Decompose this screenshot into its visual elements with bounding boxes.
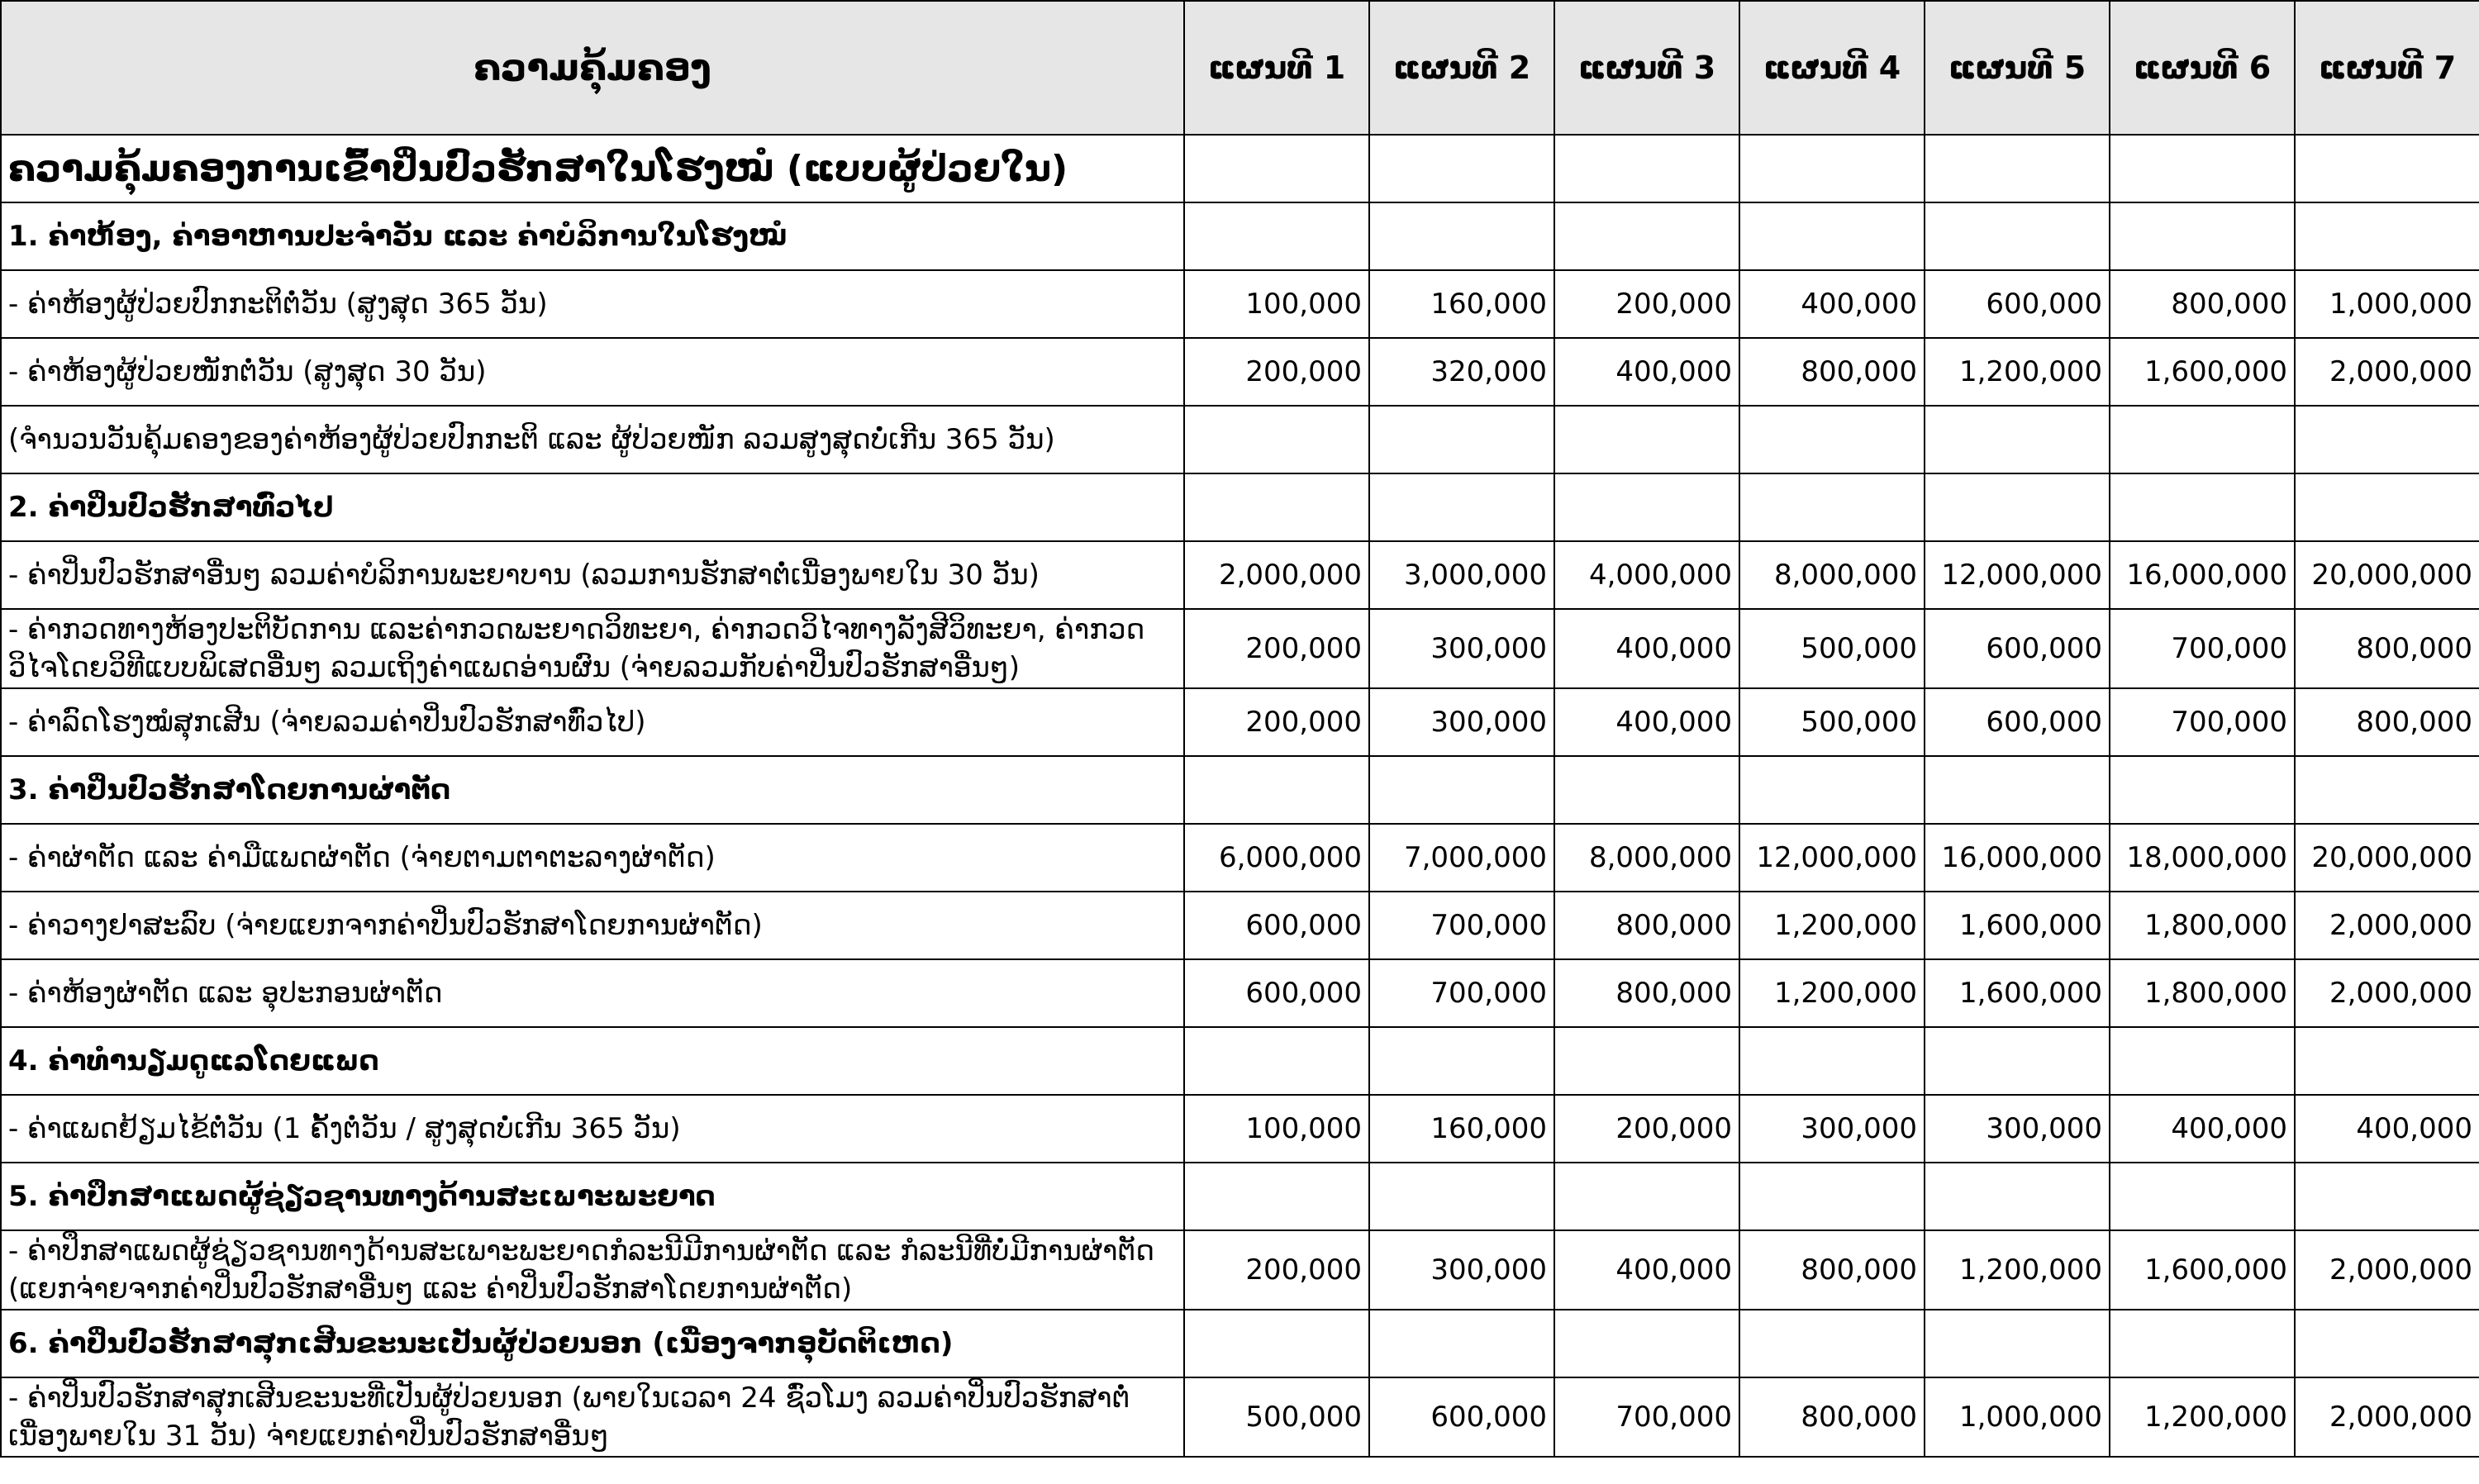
- section-2-heading: 2. ຄ່າປິ່ນປົວຮັກສາທົ່ວໄປ: [1, 473, 1184, 541]
- cell-value: 200,000: [1184, 1230, 1369, 1310]
- table-row: [1, 270, 2479, 338]
- cell-value: 600,000: [1184, 892, 1369, 959]
- cell-value: 2,000,000: [1184, 541, 1369, 609]
- cell-value: 700,000: [1369, 959, 1554, 1027]
- cell-value: 1,800,000: [2110, 892, 2295, 959]
- cell-value: 12,000,000: [1925, 541, 2110, 609]
- cell-value: 300,000: [1369, 609, 1554, 688]
- cell-value: 800,000: [1739, 1377, 1925, 1457]
- cell-value: 400,000: [1739, 270, 1925, 338]
- row-label: - ຄ່າປິ່ນປົວຮັກສາອື່ນໆ ລວມຄ່າບໍລິການພະຍາບານ (ລວມການຮັກສາຕໍ່ເນື່ອງພາຍໃນ 30 ວັນ): [1, 541, 1184, 609]
- row-label: - ຄ່າຫ້ອງຜ່າຕັດ ແລະ ອຸປະກອນຜ່າຕັດ: [1, 959, 1184, 1027]
- cell-value: 2,000,000: [2295, 892, 2479, 959]
- cell-value: 300,000: [1739, 1095, 1925, 1163]
- plan-1-header: ແຜນທີ 1: [1184, 1, 1369, 135]
- section-row: [1, 473, 2479, 541]
- table-row: [1, 338, 2479, 406]
- cell-value: 300,000: [1369, 1230, 1554, 1310]
- cell-value: 200,000: [1184, 609, 1369, 688]
- section-1-heading: 1. ຄ່າຫ້ອງ, ຄ່າອາຫານປະຈຳວັນ ແລະ ຄ່າບໍລິການໃນໂຮງໝໍ: [1, 202, 1184, 270]
- plan-3-header: ແຜນທີ 3: [1554, 1, 1739, 135]
- cell-value: 200,000: [1184, 688, 1369, 756]
- table-row: [1, 1095, 2479, 1163]
- cell-value: 1,200,000: [1739, 959, 1925, 1027]
- cell-value: 700,000: [1369, 892, 1554, 959]
- row-label: [1, 1230, 1184, 1310]
- cell-value: 12,000,000: [1739, 824, 1925, 892]
- cell-value: 800,000: [2110, 270, 2295, 338]
- table-title: ຄວາມຄຸ້ມຄອງການເຂົ້າປິ່ນປົວຮັກສາໃນໂຮງໝໍ (ແບບຜູ້ປ່ວຍໃນ): [1, 135, 1184, 202]
- cell-value: 400,000: [2110, 1095, 2295, 1163]
- cell-value: 300,000: [1369, 688, 1554, 756]
- cell-value: 600,000: [1925, 609, 2110, 688]
- cell-value: 200,000: [1554, 270, 1739, 338]
- note-row: [1, 406, 2479, 473]
- row-label: - ຄ່າຜ່າຕັດ ແລະ ຄ່າມືແພດຜ່າຕັດ (ຈ່າຍຕາມຕາຕະລາງຜ່າຕັດ): [1, 824, 1184, 892]
- cell-value: 400,000: [1554, 1230, 1739, 1310]
- section-4-heading: 4. ຄ່າທຳນຽມດູແລໂດຍແພດ: [1, 1027, 1184, 1095]
- row-label-line: (ແຍກຈ່າຍຈາກຄ່າປິ່ນປົວຮັກສາອື່ນໆ ແລະ ຄ່າປິ່ນປົວຮັກສາໂດຍການຜ່າຕັດ): [8, 1272, 853, 1306]
- cell-value: 20,000,000: [2295, 824, 2479, 892]
- section-row: [1, 1310, 2479, 1377]
- cell-value: 400,000: [1554, 338, 1739, 406]
- cell-value: 500,000: [1739, 688, 1925, 756]
- cell-value: 1,600,000: [1925, 892, 2110, 959]
- coverage-column-header: ຄວາມຄຸ້ມຄອງ: [1, 1, 1184, 135]
- header-row: [1, 1, 2479, 135]
- cell-value: 1,200,000: [1925, 338, 2110, 406]
- cell-value: 800,000: [1554, 892, 1739, 959]
- row-label: - ຄ່າແພດຢ້ຽມໄຂ້ຕໍ່ວັນ (1 ຄັ້ງຕໍ່ວັນ / ສູງສຸດບໍ່ເກີນ 365 ວັນ): [1, 1095, 1184, 1163]
- row-label: - ຄ່າວາງຢາສະລົບ (ຈ່າຍແຍກຈາກຄ່າປິ່ນປົວຮັກສາໂດຍການຜ່າຕັດ): [1, 892, 1184, 959]
- cell-value: 3,000,000: [1369, 541, 1554, 609]
- cell-value: 4,000,000: [1554, 541, 1739, 609]
- cell-value: 1,600,000: [1925, 959, 2110, 1027]
- table-row: [1, 892, 2479, 959]
- cell-value: 6,000,000: [1184, 824, 1369, 892]
- cell-value: 800,000: [1554, 959, 1739, 1027]
- room-days-note: (ຈຳນວນວັນຄຸ້ມຄອງຂອງຄ່າຫ້ອງຜູ້ປ່ວຍປົກກະຕິ ແລະ ຜູ້ປ່ວຍໜັກ ລວມສູງສຸດບໍ່ເກີນ 365 ວັນ): [1, 406, 1184, 473]
- plan-2-header: ແຜນທີ 2: [1369, 1, 1554, 135]
- plan-5-header: ແຜນທີ 5: [1925, 1, 2110, 135]
- cell-value: 2,000,000: [2295, 1377, 2479, 1457]
- cell-value: 800,000: [1739, 1230, 1925, 1310]
- section-row: [1, 1027, 2479, 1095]
- row-label-line: ເນື່ອງພາຍໃນ 31 ວັນ) ຈ່າຍແຍກຄ່າປິ່ນປົວຮັກສາອື່ນໆ: [8, 1420, 609, 1453]
- cell-value: 7,000,000: [1369, 824, 1554, 892]
- section-row: [1, 1163, 2479, 1230]
- cell-value: 16,000,000: [1925, 824, 2110, 892]
- cell-value: 100,000: [1184, 1095, 1369, 1163]
- cell-value: 600,000: [1184, 959, 1369, 1027]
- cell-value: 2,000,000: [2295, 1230, 2479, 1310]
- cell-value: 160,000: [1369, 1095, 1554, 1163]
- cell-value: 1,600,000: [2110, 1230, 2295, 1310]
- row-label: - ຄ່າລົດໂຮງໝໍສຸກເສີນ (ຈ່າຍລວມຄ່າປິ່ນປົວຮັກສາທົ່ວໄປ): [1, 688, 1184, 756]
- table-row: [1, 1377, 2479, 1457]
- cell-value: 8,000,000: [1554, 824, 1739, 892]
- plan-7-header: ແຜນທີ 7: [2295, 1, 2479, 135]
- cell-value: 700,000: [2110, 609, 2295, 688]
- row-label-line: - ຄ່າປຶກສາແພດຜູ້ຊ່ຽວຊານທາງດ້ານສະເພາະພະຍາດກໍລະນີມີການຜ່າຕັດ ແລະ ກໍລະນີທີ່ບໍ່ມີການຜ່າຕັດ: [8, 1234, 1155, 1268]
- section-row: [1, 756, 2479, 824]
- section-6-heading: 6. ຄ່າປິ່ນປົວຮັກສາສຸກເສີນຂະນະເປັນຜູ້ປ່ວຍນອກ (ເນື່ອງຈາກອຸບັດຕິເຫດ): [1, 1310, 1184, 1377]
- cell-value: 500,000: [1184, 1377, 1369, 1457]
- row-label: - ຄ່າຫ້ອງຜູ້ປ່ວຍປົກກະຕິຕໍ່ວັນ (ສູງສຸດ 365 ວັນ): [1, 270, 1184, 338]
- table-row: [1, 688, 2479, 756]
- row-label-line: ວິໄຈໂດຍວິທີແບບພິເສດອື່ນໆ ລວມເຖິງຄ່າແພດອ່ານຜົນ (ຈ່າຍລວມກັບຄ່າປິ່ນປົວຮັກສາອື່ນໆ): [8, 651, 1021, 684]
- table-title-row: [1, 135, 2479, 202]
- row-label: [1, 609, 1184, 688]
- section-3-heading: 3. ຄ່າປິ່ນປົວຮັກສາໂດຍການຜ່າຕັດ: [1, 756, 1184, 824]
- cell-value: 8,000,000: [1739, 541, 1925, 609]
- cell-value: 700,000: [1554, 1377, 1739, 1457]
- section-5-heading: 5. ຄ່າປຶກສາແພດຜູ້ຊ່ຽວຊານທາງດ້ານສະເພາະພະຍາດ: [1, 1163, 1184, 1230]
- cell-value: 600,000: [1369, 1377, 1554, 1457]
- table-row: [1, 1230, 2479, 1310]
- cell-value: 2,000,000: [2295, 959, 2479, 1027]
- row-label-line: - ຄ່າປິ່ນປົວຮັກສາສຸກເສີນຂະນະທີ່ເປັນຜູ້ປ່ວຍນອກ (ພາຍໃນເວລາ 24 ຊົ່ວໂມງ ລວມຄ່າປິ່ນປົວຮັກສາຕໍ່: [8, 1382, 1130, 1415]
- cell-value: 800,000: [2295, 688, 2479, 756]
- cell-value: 1,800,000: [2110, 959, 2295, 1027]
- table-row: [1, 824, 2479, 892]
- cell-value: 160,000: [1369, 270, 1554, 338]
- cell-value: 1,200,000: [1739, 892, 1925, 959]
- cell-value: 400,000: [2295, 1095, 2479, 1163]
- plan-4-header: ແຜນທີ 4: [1739, 1, 1925, 135]
- cell-value: 100,000: [1184, 270, 1369, 338]
- cell-value: 1,200,000: [1925, 1230, 2110, 1310]
- cell-value: 1,600,000: [2110, 338, 2295, 406]
- cell-value: 1,000,000: [2295, 270, 2479, 338]
- cell-value: 700,000: [2110, 688, 2295, 756]
- cell-value: 16,000,000: [2110, 541, 2295, 609]
- cell-value: 18,000,000: [2110, 824, 2295, 892]
- cell-value: 2,000,000: [2295, 338, 2479, 406]
- cell-value: 20,000,000: [2295, 541, 2479, 609]
- table-row: [1, 959, 2479, 1027]
- cell-value: 320,000: [1369, 338, 1554, 406]
- cell-value: 200,000: [1184, 338, 1369, 406]
- table-row: [1, 609, 2479, 688]
- cell-value: 500,000: [1739, 609, 1925, 688]
- cell-value: 200,000: [1554, 1095, 1739, 1163]
- row-label: - ຄ່າຫ້ອງຜູ້ປ່ວຍໜັກຕໍ່ວັນ (ສູງສຸດ 30 ວັນ): [1, 338, 1184, 406]
- row-label-line: - ຄ່າກວດທາງຫ້ອງປະຕິບັດການ ແລະຄ່າກວດພະຍາດວິທະຍາ, ຄ່າກວດວິໄຈທາງລັງສີວິທະຍາ, ຄ່າກວດ: [8, 613, 1145, 646]
- cell-value: 1,000,000: [1925, 1377, 2110, 1457]
- cell-value: 1,200,000: [2110, 1377, 2295, 1457]
- cell-value: 800,000: [2295, 609, 2479, 688]
- row-label: [1, 1377, 1184, 1457]
- plan-6-header: ແຜນທີ 6: [2110, 1, 2295, 135]
- table-row: [1, 541, 2479, 609]
- section-row: [1, 202, 2479, 270]
- cell-value: 600,000: [1925, 688, 2110, 756]
- cell-value: 800,000: [1739, 338, 1925, 406]
- cell-value: 400,000: [1554, 688, 1739, 756]
- cell-value: 400,000: [1554, 609, 1739, 688]
- cell-value: 600,000: [1925, 270, 2110, 338]
- cell-value: 300,000: [1925, 1095, 2110, 1163]
